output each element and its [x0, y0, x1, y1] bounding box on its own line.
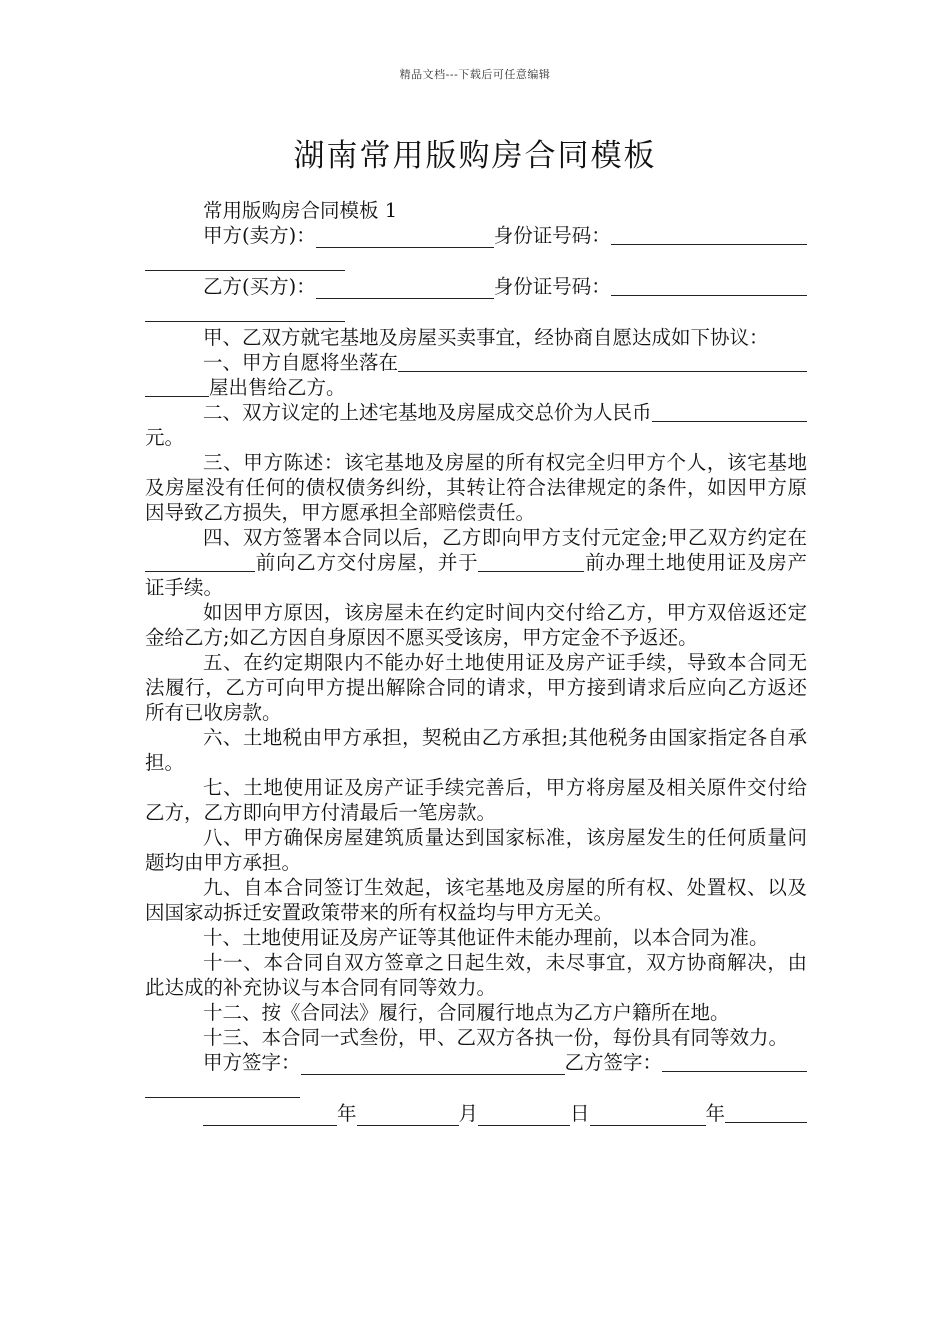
party-a-name-field[interactable]	[316, 228, 494, 248]
clause-2-end: 元。	[145, 426, 185, 449]
clause-11: 十一、本合同自双方签章之日起生效，未尽事宜，双方协商解决，由此达成的补充协议与本合同有同等效力。	[145, 951, 807, 999]
contract-body	[145, 198, 807, 1126]
party-b-signature-field-cont[interactable]	[145, 1075, 300, 1098]
party-b-label: 乙方(买方)：	[203, 275, 316, 298]
date-row	[145, 1101, 807, 1126]
clause-1-text: 一、甲方自愿将坐落在	[203, 351, 399, 374]
clause-1-end-text: 屋出售给乙方。	[209, 376, 346, 399]
clause-10: 十、土地使用证及房产证等其他证件未能办理前，以本合同为准。	[203, 926, 769, 949]
intro-paragraph: 甲、乙双方就宅基地及房屋买卖事宜，经协商自愿达成如下协议：	[203, 326, 769, 349]
party-a-id-field[interactable]	[611, 224, 807, 245]
clause-7: 七、土地使用证及房产证手续完善后，甲方将房屋及相关原件交付给乙方，乙方即向甲方付清最后一笔房款。	[145, 776, 807, 824]
page-header: 精品文档---下载后可任意编辑	[399, 68, 551, 81]
clause-4-part-c: 前办理土地使用证及房产证手续。	[145, 551, 807, 599]
clause-3: 三、甲方陈述：该宅基地及房屋的所有权完全归甲方个人，该宅基地及房屋没有任何的债权债务纠纷，其转让符合法律规定的条件，如因甲方原因导致乙方损失，甲方愿承担全部赔偿责任。	[145, 451, 807, 524]
party-a-signature-label: 甲方签字：	[203, 1051, 301, 1074]
price-field[interactable]	[652, 401, 807, 422]
document-title: 湖南常用版购房合同模板	[293, 138, 657, 174]
day-label: 日	[570, 1102, 590, 1125]
year-label: 年	[337, 1102, 357, 1125]
property-location-field-cont[interactable]	[145, 377, 209, 397]
party-b-signature-field[interactable]	[662, 1051, 807, 1072]
clause-8: 八、甲方确保房屋建筑质量达到国家标准，该房屋发生的任何质量问题均由甲方承担。	[145, 826, 807, 874]
property-location-field[interactable]	[398, 351, 807, 372]
party-a-row	[145, 223, 807, 248]
clause-2-text: 二、双方议定的上述宅基地及房屋成交总价为人民币	[203, 401, 652, 424]
clause-4	[145, 525, 807, 600]
party-b-id-field[interactable]	[611, 275, 807, 296]
certificate-date-field[interactable]	[478, 552, 584, 572]
party-a-signature-field[interactable]	[301, 1055, 565, 1075]
clause-5: 五、在约定期限内不能办好土地使用证及房产证手续，导致本合同无法履行，乙方可向甲方提出解除合同的请求，甲方接到请求后应向乙方返还所有已收房款。	[145, 651, 807, 724]
clause-1	[145, 350, 807, 375]
clause-4-part-a: 四、双方签署本合同以后，乙方即向甲方支付元定金;甲乙双方约定在	[203, 526, 807, 549]
clause-13: 十三、本合同一式叁份，甲、乙双方各执一份，每份具有同等效力。	[203, 1026, 789, 1049]
clause-2	[145, 400, 807, 425]
delivery-date-field[interactable]	[145, 552, 255, 572]
party-b-name-field[interactable]	[316, 279, 494, 299]
clause-6: 六、土地税由甲方承担，契税由乙方承担;其他税务由国家指定各自承担。	[145, 726, 807, 774]
clause-1-end	[145, 375, 807, 400]
subtitle: 常用版购房合同模板 1	[203, 199, 398, 222]
year-2-trailing-field[interactable]	[725, 1102, 807, 1123]
clause-4-part-b: 前向乙方交付房屋，并于	[255, 551, 479, 574]
clause-9: 九、自本合同签订生效起，该宅基地及房屋的所有权、处置权、以及因国家动拆迁安置政策带来的所有权益均与甲方无关。	[145, 876, 807, 924]
party-b-id-label: 身份证号码：	[493, 275, 611, 298]
party-a-id-label: 身份证号码：	[493, 224, 611, 247]
party-b-row	[145, 274, 807, 299]
year-field[interactable]	[203, 1106, 337, 1126]
signature-row	[145, 1050, 807, 1075]
month-field[interactable]	[357, 1106, 459, 1126]
party-b-signature-label: 乙方签字：	[564, 1051, 663, 1074]
party-b-id-field-cont[interactable]	[145, 299, 345, 322]
clause-4-supplement: 如因甲方原因，该房屋未在约定时间内交付给乙方，甲方双倍返还定金给乙方;如乙方因自身原因不愿买受该房，甲方定金不予返还。	[145, 601, 807, 649]
year-2-field[interactable]	[590, 1106, 706, 1126]
day-field[interactable]	[478, 1106, 570, 1126]
party-a-id-field-cont[interactable]	[145, 248, 345, 271]
party-a-label: 甲方(卖方)：	[203, 224, 316, 247]
year-2-label: 年	[705, 1102, 726, 1125]
clause-12: 十二、按《合同法》履行，合同履行地点为乙方户籍所在地。	[203, 1001, 730, 1024]
month-label: 月	[458, 1102, 479, 1125]
